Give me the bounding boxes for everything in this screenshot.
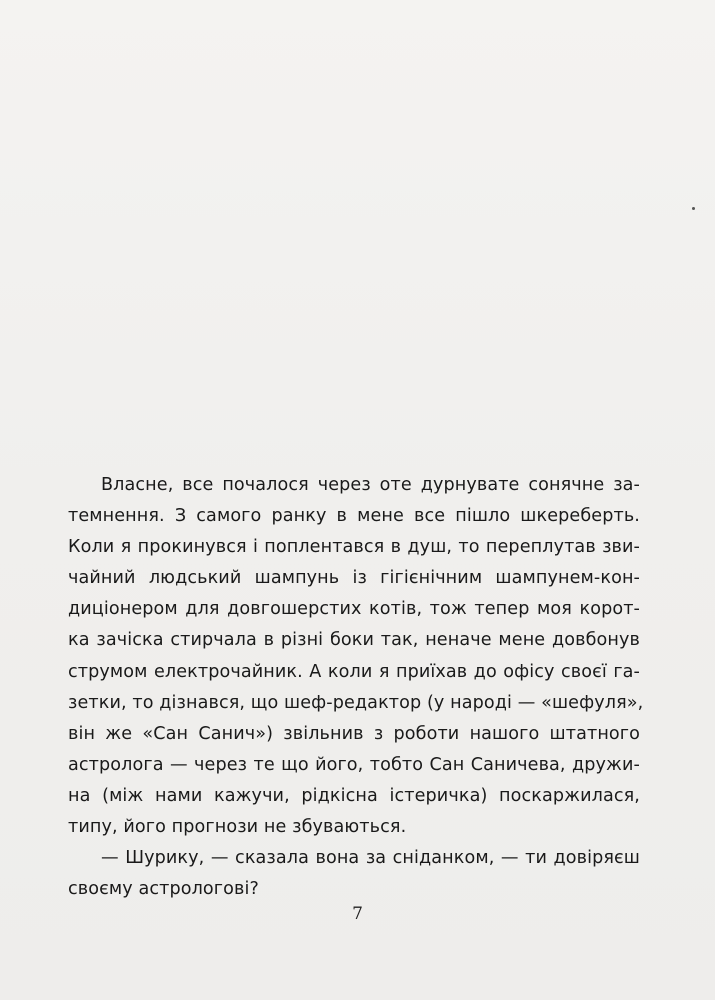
text-line: Коли я прокинувся і поплентався в душ, то переплутав зви- bbox=[68, 537, 640, 558]
text-line: на (між нами кажучи, рідкісна істеричка) поскаржилася, bbox=[68, 785, 640, 806]
text-line: Власне, все почалося через оте дурнувате сонячне за- bbox=[101, 475, 640, 495]
text-line: типу, його прогнози не збуваються. bbox=[68, 817, 407, 838]
text-line: чайний людський шампунь із гігієнічним шампунем-кон- bbox=[68, 568, 640, 589]
text-line: струмом електрочайник. А коли я приїхав до офісу своєї га- bbox=[68, 661, 640, 682]
page-number: 7 bbox=[352, 904, 363, 924]
text-line: своєму астрологові? bbox=[68, 879, 259, 900]
body-text bbox=[68, 470, 644, 905]
paper-speck bbox=[692, 207, 695, 210]
text-line: зетки, то дізнався, що шеф-редактор (у народі — «шефуля», bbox=[68, 692, 644, 713]
text-line: астролога — через те що його, тобто Сан Саничева, дружи- bbox=[68, 754, 640, 775]
text-line: диціонером для довгошерстих котів, тож тепер моя корот- bbox=[68, 599, 640, 620]
text-line: темнення. З самого ранку в мене все пішло шкереберть. bbox=[68, 506, 640, 527]
text-line: — Шурику, — сказала вона за сніданком, — ти довіряєш bbox=[101, 848, 640, 869]
text-line: він же «Сан Санич») звільнив з роботи нашого штатного bbox=[68, 723, 640, 744]
text-line: ка зачіска стирчала в різні боки так, неначе мене довбонув bbox=[68, 630, 640, 651]
